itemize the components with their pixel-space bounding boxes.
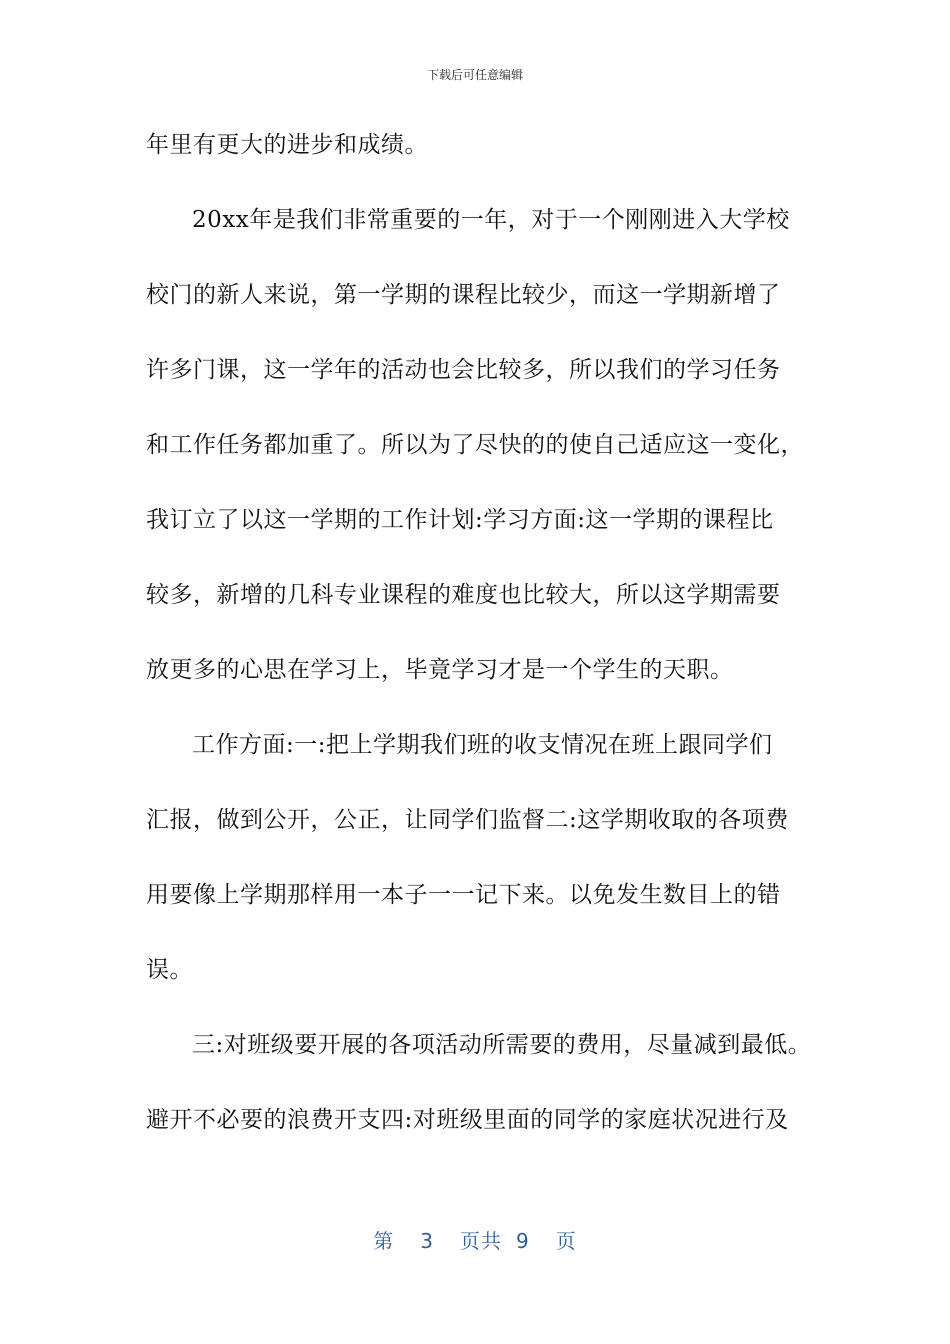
footer-total-pages: 9 bbox=[516, 1229, 530, 1253]
text-line: 20xx年是我们非常重要的一年，对于一个刚刚进入大学校 bbox=[192, 207, 790, 233]
footer-suffix: 页 bbox=[555, 1229, 577, 1253]
footer-current-page: 3 bbox=[420, 1229, 434, 1253]
text-line: 我订立了以这一学期的工作计划:学习方面:这一学期的课程比 bbox=[146, 507, 774, 533]
text-line: 和工作任务都加重了。所以为了尽快的的使自己适应这一变化， bbox=[146, 432, 804, 458]
text-line: 较多，新增的几科专业课程的难度也比较大，所以这学期需要 bbox=[146, 582, 781, 608]
footer-prefix: 第 bbox=[373, 1229, 395, 1253]
text-line: 放更多的心思在学习上，毕竟学习才是一个学生的天职。 bbox=[146, 657, 734, 683]
text-line: 许多门课，这一学年的活动也会比较多，所以我们的学习任务 bbox=[146, 357, 781, 383]
page-footer bbox=[0, 1225, 950, 1254]
text-line: 汇报，做到公开，公正，让同学们监督二:这学期收取的各项费 bbox=[146, 807, 789, 833]
text-line: 校门的新人来说，第一学期的课程比较少，而这一学期新增了 bbox=[146, 282, 781, 308]
text-line: 工作方面:一:把上学期我们班的收支情况在班上跟同学们 bbox=[192, 732, 773, 758]
text-line: 用要像上学期那样用一本子一一记下来。以免发生数目上的错 bbox=[146, 882, 781, 908]
text-line: 误。 bbox=[146, 957, 193, 983]
text-line: 三:对班级要开展的各项活动所需要的费用，尽量减到最低。 bbox=[192, 1032, 812, 1058]
text-line: 年里有更大的进步和成绩。 bbox=[146, 132, 428, 158]
footer-middle: 页共 bbox=[460, 1229, 502, 1253]
text-line: 避开不必要的浪费开支四:对班级里面的同学的家庭状况进行及 bbox=[146, 1107, 789, 1133]
header-note: 下载后可任意编辑 bbox=[426, 68, 523, 82]
